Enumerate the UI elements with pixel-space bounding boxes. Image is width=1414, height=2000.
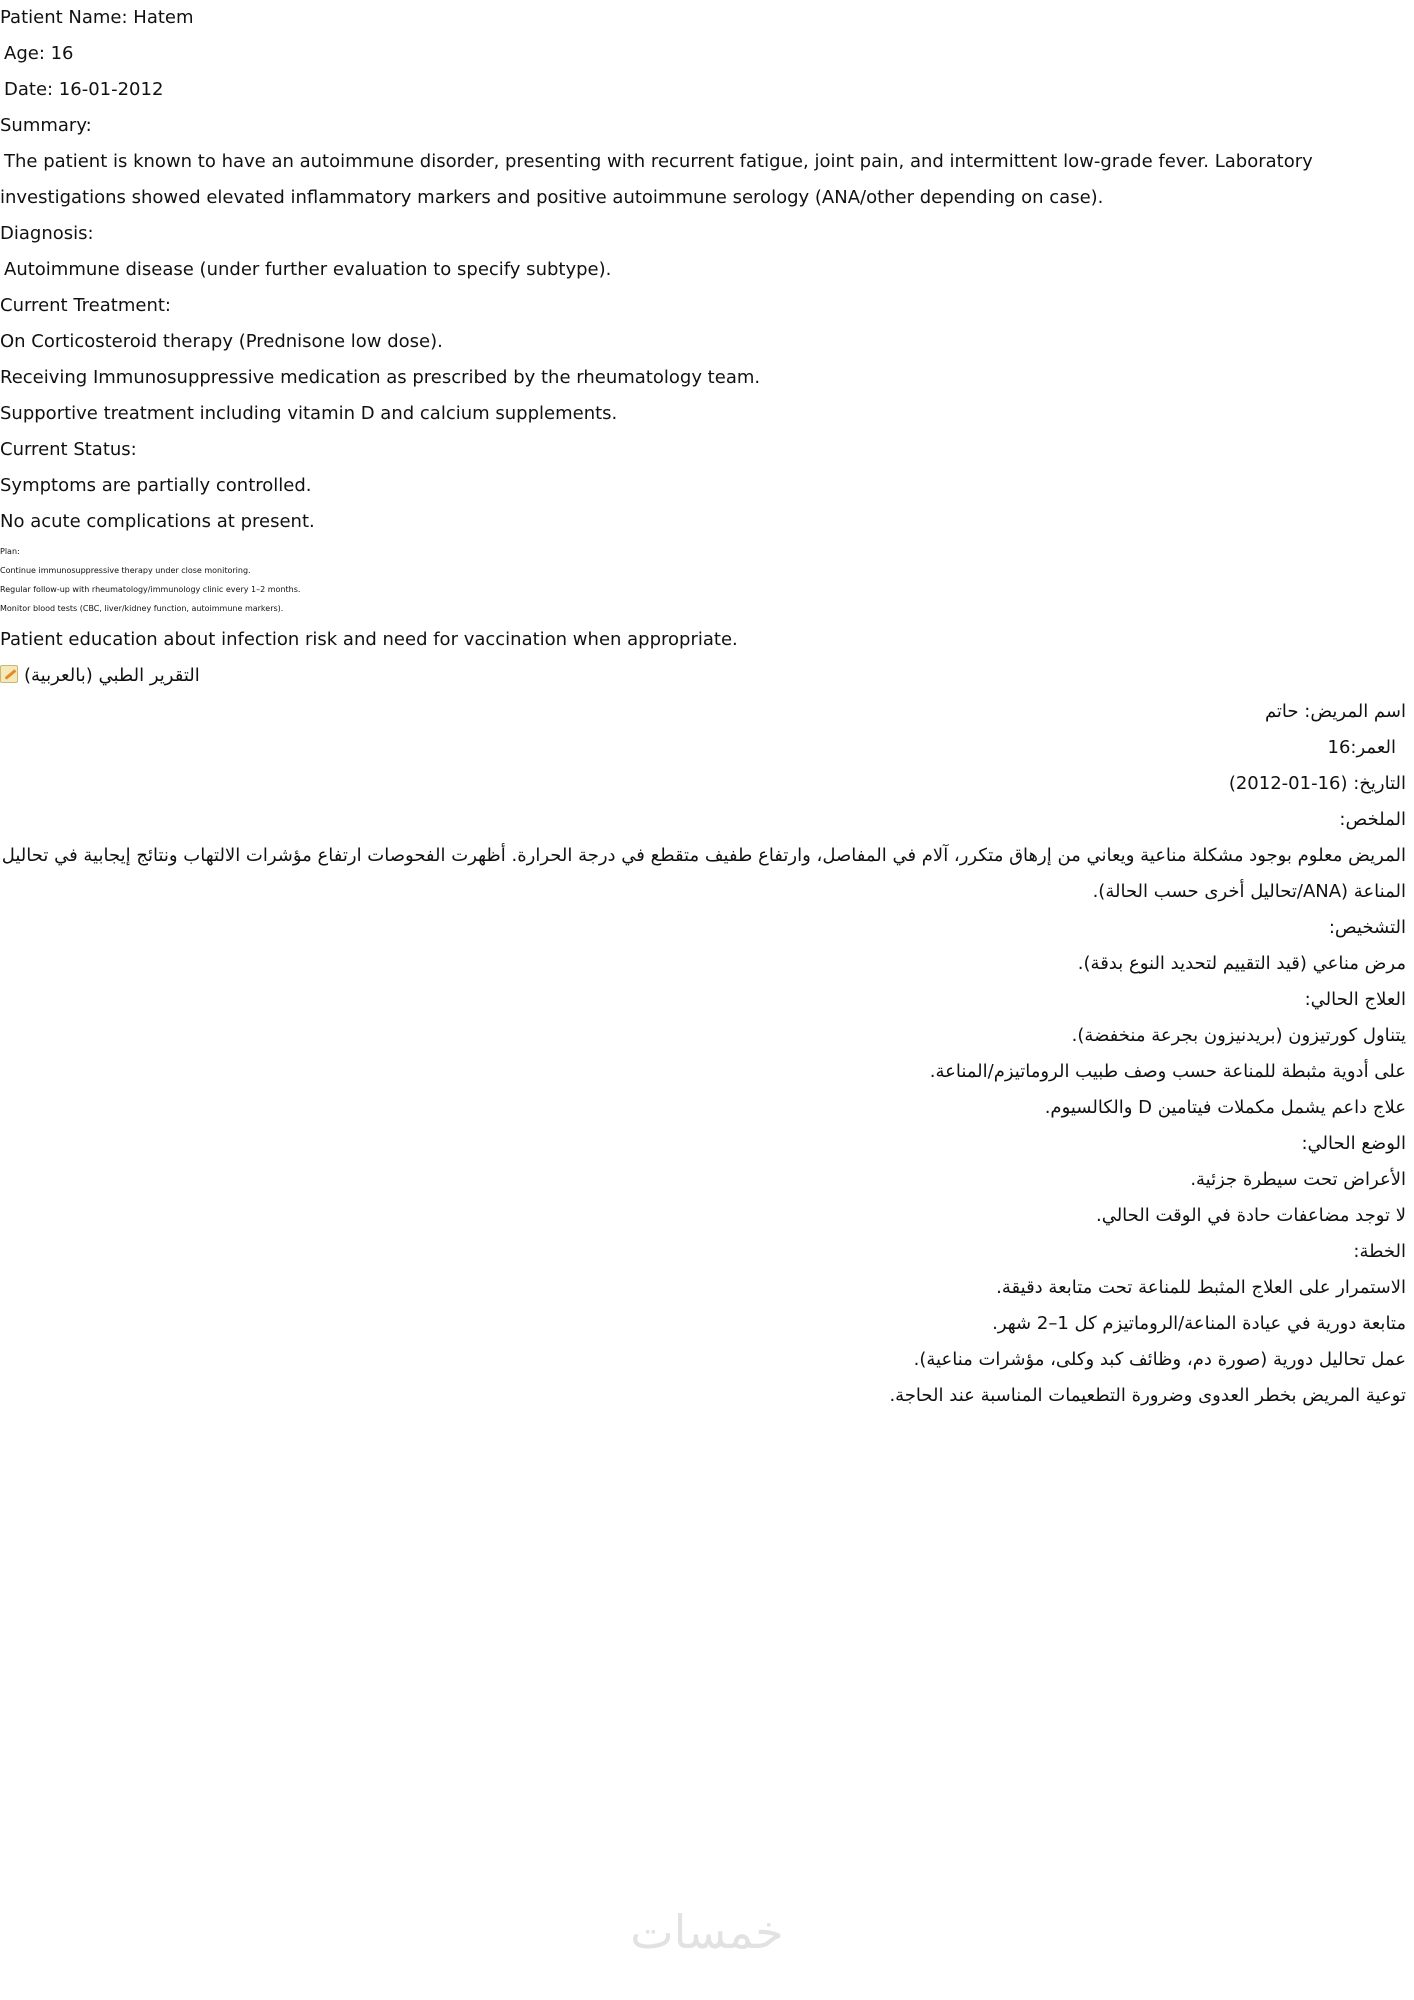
ar-treatment-label: العلاج الحالي: [1304,989,1406,1010]
treatment-item: Supportive treatment including vitamin D and calcium supplements. [0,403,618,424]
ar-report-date: التاريخ: (16-01-2012) [1228,773,1406,794]
plan-item: Continue immunosuppressive therapy under close monitoring. [0,566,251,575]
ar-patient-name: اسم المريض: حاتم [1264,701,1406,722]
ar-diagnosis-text: مرض مناعي (قيد التقييم لتحديد النوع بدقة). [1077,953,1406,974]
ar-treatment-item: على أدوية مثبطة للمناعة حسب وصف طبيب الروماتيزم/المناعة. [929,1061,1406,1082]
report-date: Date: 16-01-2012 [4,79,164,100]
ar-plan-item: الاستمرار على العلاج المثبط للمناعة تحت متابعة دقيقة. [996,1277,1406,1298]
status-item: No acute complications at present. [0,511,315,532]
status-item: Symptoms are partially controlled. [0,475,312,496]
ar-summary-label: الملخص: [1339,809,1406,830]
patient-name: Patient Name: Hatem [0,7,194,28]
ar-diagnosis-label: التشخيص: [1328,917,1406,938]
status-label: Current Status: [0,439,137,460]
patient-age: Age: 16 [4,43,74,64]
ar-summary-text: المريض معلوم بوجود مشكلة مناعية ويعاني من إرهاق متكرر، آلام في المفاصل، وارتفاع طفيف متقطع في درجة الحرارة. أظهرت الفحوصات ارتفاع مؤشرات الالتهاب ونتائج إيجابية في تحاليل المناعة (ANA/تحاليل أخرى حسب الحالة). [1,845,1406,902]
ar-status-item: الأعراض تحت سيطرة جزئية. [1190,1169,1406,1190]
education-text: Patient education about infection risk and need for vaccination when appropriate. [0,629,738,650]
plan-label: Plan: [0,547,20,556]
plan-item: Regular follow-up with rheumatology/immunology clinic every 1–2 months. [0,585,301,594]
plan-item: Monitor blood tests (CBC, liver/kidney function, autoimmune markers). [0,604,284,613]
watermark-logo: خمسات [630,1905,784,1959]
treatment-label: Current Treatment: [0,295,171,316]
ar-patient-age: العمر:16 [1327,737,1396,758]
summary-text [0,144,1330,216]
memo-icon [0,665,18,683]
treatment-item: Receiving Immunosuppressive medication as prescribed by the rheumatology team. [0,367,761,388]
ar-plan-item: توعية المريض بخطر العدوى وضرورة التطعيمات المناسبة عند الحاجة. [889,1385,1406,1406]
summary-text-content: The patient is known to have an autoimmune disorder, presenting with recurrent fatigue, joint pain, and intermittent low-grade fever. Laboratory investigations showed elevated inflammatory markers and positive autoimmune serology (ANA/other depending on case). [0,151,1313,208]
summary-label: Summary: [0,115,92,136]
ar-treatment-item: علاج داعم يشمل مكملات فيتامين D والكالسيوم. [1044,1097,1406,1118]
diagnosis-label: Diagnosis: [0,223,94,244]
arabic-report-heading-text: التقرير الطبي (بالعربية) [24,665,200,686]
treatment-item: On Corticosteroid therapy (Prednisone low dose). [0,331,443,352]
ar-plan-item: عمل تحاليل دورية (صورة دم، وظائف كبد وكلى، مؤشرات مناعية). [913,1349,1406,1370]
ar-plan-item: متابعة دورية في عيادة المناعة/الروماتيزم كل 1–2 شهر. [992,1313,1406,1334]
ar-status-item: لا توجد مضاعفات حادة في الوقت الحالي. [1095,1205,1406,1226]
diagnosis-text: Autoimmune disease (under further evaluation to specify subtype). [4,259,612,280]
arabic-report [0,694,1414,1414]
ar-treatment-item: يتناول كورتيزون (بريدنيزون بجرعة منخفضة). [1071,1025,1406,1046]
plan-block [0,540,1414,622]
arabic-report-heading [0,658,1414,694]
ar-status-label: الوضع الحالي: [1301,1133,1406,1154]
ar-plan-label: الخطة: [1353,1241,1406,1262]
